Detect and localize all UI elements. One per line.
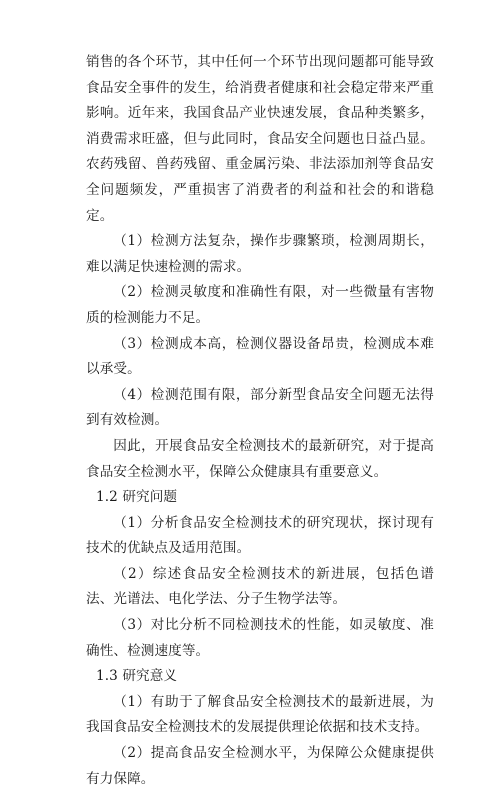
paragraph-conclusion: 因此，开展食品安全检测技术的最新研究，对于提高食品安全检测水平，保障公众健康具有重要意义。	[86, 437, 434, 480]
list-item-problem-3: （3）检测成本高，检测仪器设备昂贵，检测成本难以承受。	[86, 335, 434, 378]
list-item-question-2: （2）综述食品安全检测技术的新进展，包括色谱法、光谱法、电化学法、分子生物学法等。	[86, 565, 434, 608]
list-item-problem-4: （4）检测范围有限，部分新型食品安全问题无法得到有效检测。	[86, 386, 434, 429]
list-item-significance-1: （1）有助于了解食品安全检测技术的最新进展，为我国食品安全检测技术的发展提供理论依据和技术支持。	[86, 693, 434, 736]
list-item-significance-2: （2）提高食品安全检测水平，为保障公众健康提供有力保障。	[86, 745, 434, 787]
list-item-question-1: （1）分析食品安全检测技术的研究现状，探讨现有技术的优缺点及适用范围。	[86, 514, 434, 557]
list-item-problem-2: （2）检测灵敏度和准确性有限，对一些微量有害物质的检测能力不足。	[86, 284, 434, 326]
list-item-problem-1: （1）检测方法复杂，操作步骤繁琐，检测周期长，难以满足快速检测的需求。	[86, 233, 434, 275]
section-heading-1-3: 1.3 研究意义	[96, 668, 178, 685]
document-body	[86, 50, 434, 792]
list-item-question-3: （3）对比分析不同检测技术的性能，如灵敏度、准确性、检测速度等。	[86, 617, 434, 659]
section-heading-1-2: 1.2 研究问题	[96, 489, 178, 506]
paragraph-intro: 销售的各个环节，其中任何一个环节出现问题都可能导致食品安全事件的发生，给消费者健康和社会稳定带来严重影响。近年来，我国食品产业快速发展，食品种类繁多，消费需求旺盛，但与此同时，食品安全问题也日益凸显。农药残留、兽药残留、重金属污染、非法添加剂等食品安全问题频发，严重损害了消费者的利益和社会的和谐稳定。	[86, 54, 434, 224]
